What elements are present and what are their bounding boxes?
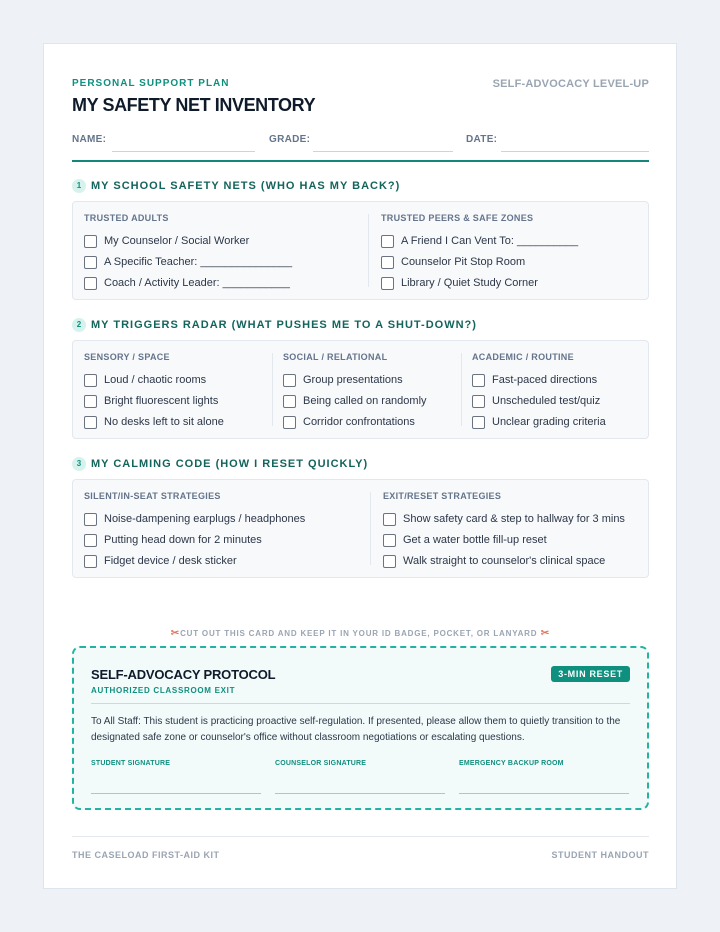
- section-title: MY TRIGGERS RADAR (WHAT PUSHES ME TO A SHUT-DOWN?): [91, 319, 477, 331]
- signature-label: STUDENT SIGNATURE: [91, 760, 171, 767]
- item-label: Loud / chaotic rooms: [104, 374, 207, 386]
- column-title: TRUSTED ADULTS: [84, 213, 169, 223]
- checkbox[interactable]: [84, 534, 97, 547]
- item-label: Being called on randomly: [303, 395, 427, 407]
- checkbox[interactable]: [84, 277, 97, 290]
- item-label: Get a water bottle fill-up reset: [403, 534, 547, 546]
- item-label: Bright fluorescent lights: [104, 395, 219, 407]
- checkbox[interactable]: [283, 416, 296, 429]
- column-title: SILENT/IN-SEAT STRATEGIES: [84, 491, 221, 501]
- checkbox[interactable]: [381, 235, 394, 248]
- item-label: A Specific Teacher: _______________: [104, 256, 293, 268]
- signature-line[interactable]: [91, 793, 261, 794]
- name-line[interactable]: [112, 151, 255, 152]
- footer-right: STUDENT HANDOUT: [551, 850, 649, 860]
- checkbox[interactable]: [472, 416, 485, 429]
- column-divider: [370, 492, 371, 565]
- reset-badge: 3-MIN RESET: [551, 666, 630, 682]
- in-seat-column: [84, 480, 364, 577]
- checkbox[interactable]: [84, 395, 97, 408]
- item-label: Walk straight to counselor's clinical space: [403, 555, 606, 567]
- column-title: TRUSTED PEERS & SAFE ZONES: [381, 213, 534, 223]
- checkbox[interactable]: [472, 395, 485, 408]
- date-field[interactable]: [466, 132, 649, 152]
- grade-line[interactable]: [313, 151, 453, 152]
- section-title: MY CALMING CODE (HOW I RESET QUICKLY): [91, 458, 369, 470]
- checkbox[interactable]: [84, 555, 97, 568]
- page-footer: [72, 836, 649, 866]
- date-label: DATE:: [466, 134, 498, 145]
- triggers-panel: [72, 340, 649, 439]
- column-divider: [461, 353, 462, 426]
- item-label: Noise-dampening earplugs / headphones: [104, 513, 306, 525]
- checkbox[interactable]: [383, 513, 396, 526]
- column-title: ACADEMIC / ROUTINE: [472, 352, 574, 362]
- item-label: Putting head down for 2 minutes: [104, 534, 262, 546]
- cut-instruction-text: CUT OUT THIS CARD AND KEEP IT IN YOUR ID BADGE, POCKET, OR LANYARD: [180, 629, 538, 638]
- footer-left: THE CASELOAD FIRST-AID KIT: [72, 850, 220, 860]
- checkbox[interactable]: [381, 256, 394, 269]
- item-label: Show safety card & step to hallway for 3 mins: [403, 513, 625, 525]
- checkbox[interactable]: [283, 395, 296, 408]
- trusted-adults-column: [84, 202, 364, 299]
- item-label: Unclear grading criteria: [492, 416, 606, 428]
- plan-kicker: PERSONAL SUPPORT PLAN: [72, 78, 230, 89]
- checkbox[interactable]: [84, 513, 97, 526]
- trusted-peers-column: [381, 202, 641, 299]
- item-label: Fast-paced directions: [492, 374, 598, 386]
- item-label: No desks left to sit alone: [104, 416, 224, 428]
- card-divider: [91, 703, 630, 704]
- signature-line[interactable]: [459, 793, 629, 794]
- section-title: MY SCHOOL SAFETY NETS (WHO HAS MY BACK?): [91, 180, 401, 192]
- level-label: SELF-ADVOCACY LEVEL-UP: [492, 78, 649, 90]
- checkbox[interactable]: [383, 555, 396, 568]
- checkbox[interactable]: [84, 416, 97, 429]
- card-subtitle: AUTHORIZED CLASSROOM EXIT: [91, 686, 236, 695]
- item-label: Counselor Pit Stop Room: [401, 256, 526, 268]
- safety-nets-panel: [72, 201, 649, 300]
- signature-label: EMERGENCY BACKUP ROOM: [459, 760, 564, 767]
- item-label: My Counselor / Social Worker: [104, 235, 250, 247]
- section-number: 2: [72, 318, 86, 332]
- item-label: Group presentations: [303, 374, 403, 386]
- grade-field[interactable]: [269, 132, 453, 152]
- item-label: Library / Quiet Study Corner: [401, 277, 538, 289]
- protocol-card: [72, 646, 649, 810]
- card-title: SELF-ADVOCACY PROTOCOL: [91, 667, 276, 682]
- column-title: SENSORY / SPACE: [84, 352, 170, 362]
- handout-page: [43, 43, 677, 889]
- backup-room-field[interactable]: [459, 760, 629, 794]
- counselor-signature-field[interactable]: [275, 760, 445, 794]
- section-number: 1: [72, 179, 86, 193]
- item-label: Unscheduled test/quiz: [492, 395, 601, 407]
- calming-code-panel: [72, 479, 649, 578]
- scissors-icon: ✂: [537, 628, 551, 639]
- grade-label: GRADE:: [269, 134, 311, 145]
- column-title: SOCIAL / RELATIONAL: [283, 352, 388, 362]
- checkbox[interactable]: [84, 235, 97, 248]
- name-field[interactable]: [72, 132, 255, 152]
- name-label: NAME:: [72, 134, 107, 145]
- column-divider: [272, 353, 273, 426]
- student-info-fields: [72, 132, 649, 162]
- signature-line[interactable]: [275, 793, 445, 794]
- card-message: To All Staff: This student is practicing proactive self-regulation. If presented, please allow them to quietly transition to the designated safe zone or counselor's office without classroom negotiations or escalating questions.: [91, 716, 621, 743]
- checkbox[interactable]: [383, 534, 396, 547]
- checkbox[interactable]: [472, 374, 485, 387]
- item-label: A Friend I Can Vent To: __________: [401, 235, 579, 247]
- academic-column: [472, 341, 642, 438]
- item-label: Fidget device / desk sticker: [104, 555, 237, 567]
- date-line[interactable]: [501, 151, 649, 152]
- page-title: MY SAFETY NET INVENTORY: [72, 95, 316, 115]
- scissors-icon: ✂: [170, 628, 181, 639]
- social-column: [283, 341, 458, 438]
- column-divider: [368, 214, 369, 287]
- section-number: 3: [72, 457, 86, 471]
- item-label: Coach / Activity Leader: ___________: [104, 277, 290, 289]
- exit-reset-column: [383, 480, 645, 577]
- student-signature-field[interactable]: [91, 760, 261, 794]
- page-header: [72, 78, 649, 115]
- checkbox[interactable]: [84, 256, 97, 269]
- item-label: Corridor confrontations: [303, 416, 415, 428]
- column-title: EXIT/RESET STRATEGIES: [383, 491, 502, 501]
- checkbox[interactable]: [84, 374, 97, 387]
- checkbox[interactable]: [283, 374, 296, 387]
- sensory-column: [84, 341, 264, 438]
- checkbox[interactable]: [381, 277, 394, 290]
- cut-instruction: [72, 628, 649, 639]
- signature-label: COUNSELOR SIGNATURE: [275, 760, 367, 767]
